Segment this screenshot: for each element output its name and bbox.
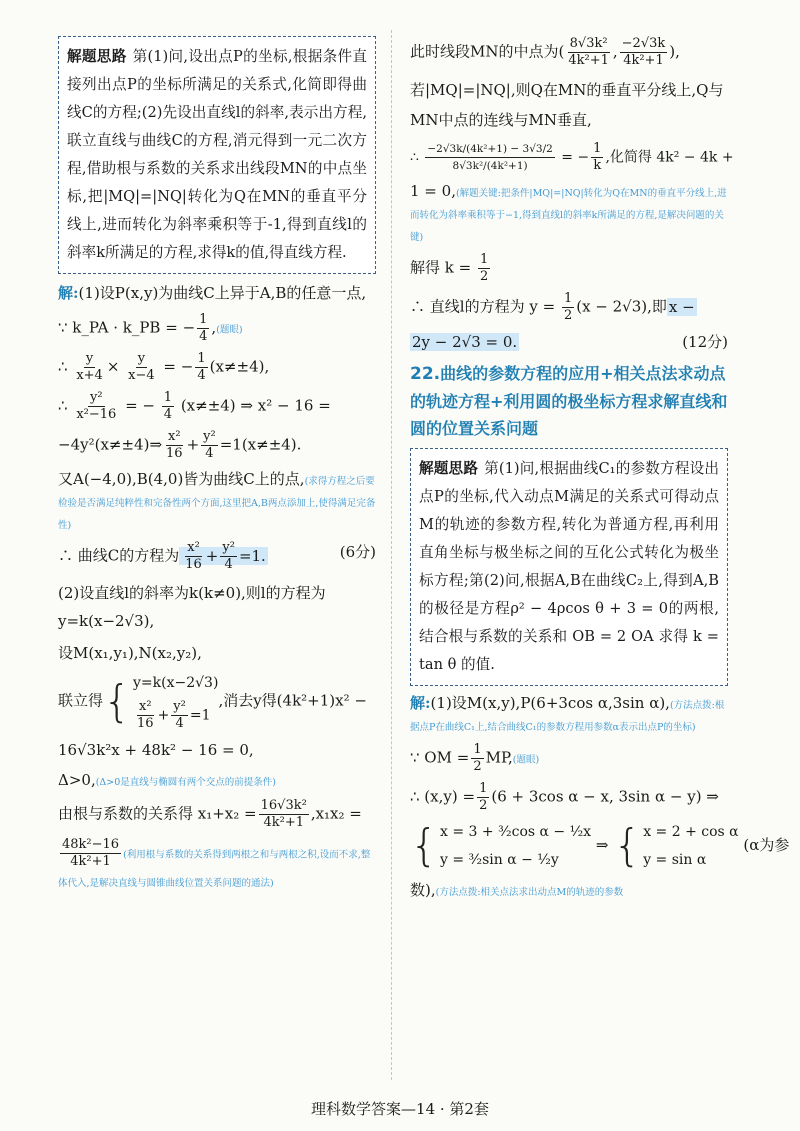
note-completeness: (求得方程之后要检验是否满足纯粹性和完备性两个方面,这里把A,B两点添加上,使得满足完备性) bbox=[58, 476, 376, 531]
frac-product-roots: $\frac{\text{48k²−16}}{\text{4k²+1}}$ bbox=[62, 837, 120, 869]
solution-label: 解: bbox=[58, 284, 79, 302]
frac-sum-roots: $\frac{\text{16√3k²}}{\text{4k²+1}}$ bbox=[260, 798, 307, 830]
step-slope-product: ∵ k_PA · k_PB = − bbox=[58, 318, 196, 337]
step-2: (2)设直线l的斜率为k(k≠0),则l的方程为y=k(x−2√3), bbox=[58, 584, 326, 630]
line-l-equation: 2y − 2√3 = 0. bbox=[412, 333, 518, 351]
step-points-on-curve: 又A(−4,0),B(4,0)皆为曲线C上的点, bbox=[58, 470, 305, 488]
param-system-2: { x = 2 + cos α y = sin α bbox=[613, 820, 739, 871]
score-6: (6分) bbox=[339, 543, 376, 561]
left-column: 解题思路 第(1)问,设出点P的坐标,根据条件直接列出点P的坐标所满足的关系式,化简即得曲线C的方程;(2)先设出直线l的斜率,表示出方程,联立直线与曲线C的方程,消元得到一元二次方程,借助根与系数的关系求出线段MN的中点坐标,把|MQ|=|NQ|转化为Q在MN的垂直平分线上,进而转化为斜率乘积等于-1,得到直线l的斜率k所满足的方程,求得k的值,得直线方程. 解:(1)设P(x,y)为曲线C上异于A,B的任意一点, ∵ k_PA · k_PB = − $\frac{1}{4}$ ,(题眼) ∴ $\frac{y}{x+4}$ × $\frac{y}{x-4}$ = − $\frac{1}{4}$ (x≠±4), ∴ $\frac{\text{y²}}{\text{x²−16}}$ = − $\frac{1}{4}$ (x≠±4) ⇒ x² − 16 = −4y²(x≠±4)⇒ $\frac{\text{x²}}{16}$ + $\frac{\text{y²}}{4}$ =1(x≠±4). 又A(−4,0),B(4,0)皆为曲线C上的点,(求得方程之后要检验是否满足纯粹性和完备性两个方面,这里把A,B两点添加上,使得满足完备性) ∴ 曲线C的方程为 $\frac{\text{x²}}{16}$ + $\frac{\text{y²}}{4}$ =1. (6分) (2)设直线l的斜率为k(k≠0),则l的方程为y=k(x−2√3), 设M(x₁,y₁),N(x₂,y₂), 联立得 { y=k(x−2√3) $\frac{\text{x²}}{16}$ + $\frac{\text{y²}}{4}$ =1 ,消去y得(4k²+1)x² − 16√3k²x + 48k² − 16 = 0, Δ>0,(Δ>0是直线与椭圆有两个交点的前提条件) 由根与系数的关系得 x₁+x₂ = $\frac{\text{16√3k²}}{\text{4k²+1}}$ ,x₁x₂ = $\frac{\text{48k²−16}}{\text{4k²+1}}$ (利用根与系数的关系得到两根之和与两根之积,设而不求,整体代入,是解决直线与圆锥曲线位置关系问题的通法) bbox=[58, 36, 376, 892]
frac-y-xp4: $\frac{y}{x+4}$ bbox=[76, 351, 103, 383]
question-22-heading: 22.曲线的参数方程的应用+相关点法求动点的轨迹方程+利用圆的极坐标方程求解直线和圆的位置关系问题 bbox=[410, 364, 728, 438]
page-footer: 理科数学答案—14 · 第2套 bbox=[311, 1100, 489, 1118]
frac-y2-x2m16: $\frac{\text{y²}}{\text{x²−16}}$ bbox=[76, 390, 117, 422]
note-key-step: (解题关键:把条件|MQ|=|NQ|转化为Q在MN的垂直平分线上,进而转化为斜率乘积等于−1,得到直线l的斜率k所满足的方程,是解决问题的关键) bbox=[410, 188, 727, 243]
curve-c-equation: $\frac{\text{x²}}{16}$ + $\frac{\text{y²}}{4}$ =1. bbox=[179, 547, 268, 565]
solution-idea-text: 第(1)问,设出点P的坐标,根据条件直接列出点P的坐标所满足的关系式,化简即得曲线C的方程;(2)先设出直线l的斜率,表示出方程,联立直线与曲线C的方程,消元得到一元二次方程,借助根与系数的关系求出线段MN的中点坐标,把|MQ|=|NQ|转化为Q在MN的垂直平分线上,进而转化为斜率乘积等于-1,得到直线l的斜率k所满足的方程,求得k的值,得直线方程. bbox=[67, 48, 367, 261]
right-column: 此时线段MN的中点为( $\frac{\text{8√3k²}}{\text{4k²+1}}$ , $\frac{-2√3k}{\text{4k²+1}}$ ), 若|MQ|=|NQ|,则Q在MN的垂直平分线上,Q与MN中点的连线与MN垂直, ∴ $\frac{\text{−2√3k/(4k²+1) − 3√3/2}}{\text{8√3k²/(4k²+1)}}$ = − $\frac{1}{k}$ ,化简得 4k² − 4k + 1 = 0,(解题关键:把条件|MQ|=|NQ|转化为Q在MN的垂直平分线上,进而转化为斜率乘积等于−1,得到直线l的斜率k所满足的方程,是解决问题的关键) 解得 k = $\frac{1}{2}$ ∴ 直线l的方程为 y = $\frac{1}{2}$ (x − 2√3),即 x − 2y − 2√3 = 0. (12分) 22.曲线的参数方程的应用+相关点法求动点的轨迹方程+利用圆的极坐标方程求解直线和圆的位置关系问题 解题思路 第(1)问,根据曲线C₁的参数方程设出点P的坐标,代入动点M满足的关系式可得动点M的轨迹的参数方程,转化为普通方程,再利用直角坐标与极坐标之间的互化公式转化为极坐标方程;第(2)问,根据A,B在曲线C₂上,得到A,B的极径是方程ρ² − 4ρcos θ + 3 = 0的两根,结合根与系数的关系和 OB = 2 OA 求得 k = tan θ 的值. 解:(1)设M(x,y),P(6+3cos α,3sin α),(方法点拨:根据点P在曲线C₁上,结合曲线C₁的参数方程用参数α表示出点P的坐标) ∵ OM = $\frac{1}{2}$ MP,(题眼) ∴ (x,y) = $\frac{1}{2}$ (6 + 3cos α − x, 3sin α − y) ⇒ { x = 3 + ³⁄₂cos α − ¹⁄₂x y = ³⁄₂sin α − ¹⁄₂y ⇒ { x = 2 + cos α y = sin α (α为参 数),(方法点拨:相关点法求出动点M的轨迹的参数 bbox=[410, 36, 790, 899]
frac-slope-ratio: $\frac{\text{−2√3k/(4k²+1) − 3√3/2}}{\text{8√3k²/(4k²+1)}}$ bbox=[427, 143, 553, 172]
frac-1-4: $\frac{1}{4}$ bbox=[199, 312, 208, 344]
note-vieta: (利用根与系数的关系得到两根之和与两根之积,设而不求,整体代入,是解决直线与圆锥曲线位置关系问题的通法) bbox=[58, 849, 371, 889]
step-perpendicular: 若|MQ|=|NQ|,则Q在MN的垂直平分线上,Q与MN中点的连线与MN垂直, bbox=[410, 81, 724, 129]
note-delta: (Δ>0是直线与椭圆有两个交点的前提条件) bbox=[95, 777, 276, 788]
frac-y-xm4: $\frac{y}{x-4}$ bbox=[128, 351, 155, 383]
solution-idea-tag: 解题思路 bbox=[67, 48, 127, 65]
note-param-p: (方法点拨:根据点P在曲线C₁上,结合曲线C₁的参数方程用参数α表示出点P的坐标) bbox=[410, 700, 725, 733]
solution-idea-box-22: 解题思路 第(1)问,根据曲线C₁的参数方程设出点P的坐标,代入动点M满足的关系式可得动点M的轨迹的参数方程,转化为普通方程,再利用直角坐标与极坐标之间的互化公式转化为极坐标方程;第(2)问,根据A,B在曲线C₂上,得到A,B的极径是方程ρ² − 4ρcos θ + 3 = 0的两根,结合根与系数的关系和 OB = 2 OA 求得 k = tan θ 的值. bbox=[410, 448, 728, 686]
solution-idea-box-21 bbox=[58, 36, 376, 274]
param-system-1: { x = 3 + ³⁄₂cos α − ¹⁄₂x y = ³⁄₂sin α − ¹⁄₂y bbox=[410, 820, 592, 871]
note-key: (题眼) bbox=[216, 324, 243, 336]
step-quadratic: 16√3k²x + 48k² − 16 = 0, bbox=[58, 741, 254, 759]
step-set-mn: 设M(x₁,y₁),N(x₂,y₂), bbox=[58, 644, 202, 662]
score-12: (12分) bbox=[682, 333, 728, 351]
equation-system: { y=k(x−2√3) $\frac{\text{x²}}{16}$ + $\frac{\text{y²}}{4}$ =1 bbox=[103, 675, 219, 731]
column-divider bbox=[391, 30, 392, 1080]
step-1: (1)设P(x,y)为曲线C上异于A,B的任意一点, bbox=[78, 284, 367, 302]
